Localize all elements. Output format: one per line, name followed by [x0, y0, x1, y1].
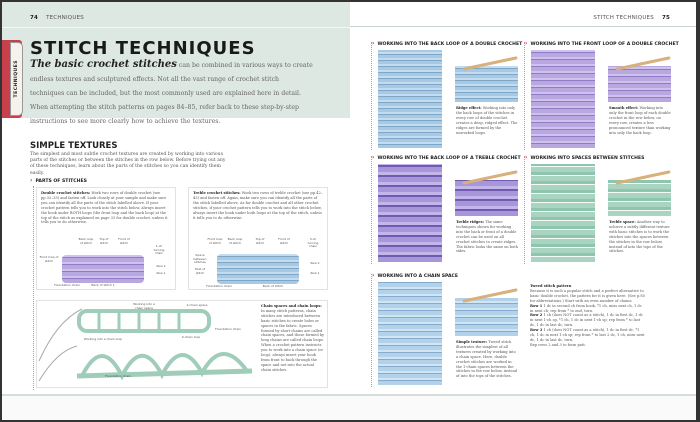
hook-photo: [608, 66, 671, 102]
section-title: SIMPLE TEXTURES: [30, 141, 118, 151]
dotted-rule: [371, 272, 375, 387]
label: Front of stitch: [118, 237, 130, 245]
chevron-icon: ›: [30, 177, 33, 184]
dotted-rule: [33, 186, 34, 390]
technique-caption: [609, 106, 671, 135]
caption-text: The same techniques shown for working into the back or front of a double crochet can be used on all crochet stitches to create ridges. The fabric looks the same on both sides.: [456, 220, 518, 254]
swatch-photo: [378, 282, 442, 385]
left-running-head: [30, 15, 84, 21]
running-head-text: STITCH TECHNIQUES: [593, 15, 654, 21]
label: Row 2: [310, 261, 320, 265]
chain-illustration: [37, 301, 257, 389]
chain-caption: [261, 304, 325, 373]
label: Top of stitch: [255, 237, 265, 245]
treble-crochet-swatch: [217, 254, 299, 284]
row-label: Row 2: [530, 313, 543, 318]
label: Foundation chain: [105, 374, 131, 378]
label: 3-ch turning chain: [307, 237, 319, 249]
label: Row 2: [156, 264, 166, 268]
technique-caption: [456, 340, 518, 379]
tweed-row: [530, 328, 645, 343]
caption-lead: Treble space:: [609, 220, 636, 224]
chevron-icon: ›: [525, 40, 528, 47]
hook-photo: [455, 66, 518, 102]
tweed-row: [530, 304, 645, 314]
caption-lead: Treble crochet stitches:: [193, 191, 241, 195]
label: Working into a chain space: [133, 302, 155, 310]
chain-spaces-box: [36, 300, 328, 388]
dotted-rule: [371, 154, 375, 264]
swatch-photo: [378, 164, 442, 262]
side-tab-label: [10, 42, 23, 116]
row-text: 1 ch (does NOT count as a stitch), 1 dc in first dc, *1 ch, 1 dc in next 1-ch sp; rep from * to last 2 dc, 1 ch, miss next dc, 1 dc in last dc, turn.: [530, 328, 645, 342]
technique-title: WORKING INTO THE BACK LOOP OF A TREBLE CROCHET: [377, 156, 521, 161]
treble-crochet-caption: [193, 191, 323, 220]
tweed-row: [530, 313, 645, 328]
caption-lead: Smooth effect:: [609, 106, 639, 110]
label: Space between stitches: [193, 253, 207, 265]
row-label: Row 1: [530, 303, 543, 308]
page-number: 74: [30, 15, 39, 21]
subsection-heading: [30, 177, 87, 184]
technique-heading: [525, 40, 679, 47]
intro-paragraph: [30, 58, 315, 129]
label: Foundation chain: [54, 283, 80, 287]
label: Front loop of stitch: [39, 255, 59, 263]
chevron-icon: ›: [372, 40, 375, 47]
technique-heading: [525, 154, 644, 161]
label: Foundation chain: [215, 327, 241, 331]
divider: [0, 27, 350, 28]
caption-text: Another way to achieve a subtly different texture with basic stitches is to work the stitches into the spaces between the stitches in the row below, instead of into the tops of the stitches.: [609, 220, 670, 254]
dotted-rule: [371, 40, 375, 150]
label: Front of stitch: [278, 237, 290, 245]
label: Working into a chain loop: [83, 337, 123, 341]
page-title: STITCH TECHNIQUES: [30, 38, 256, 59]
label: Row 1: [310, 271, 320, 275]
technique-caption: [456, 220, 518, 254]
row-text: 1 ch (does NOT count as a stitch), 1 dc in first dc, 1 dc in next 1-ch sp, *1 ch, 1 dc in next 1-ch sp; rep from * to last dc, 1 dc in last dc, turn.: [530, 313, 643, 328]
page-footer: [0, 396, 700, 422]
chevron-icon: ›: [372, 272, 375, 279]
section-body: The simplest and most subtle crochet textures are created by working into various parts of the stitches or between the stitches in the row below. Before trying out any of these techniques, learn about the parts of the stitches so you can identify them easily.: [30, 152, 226, 176]
label: Row 1: [156, 271, 166, 275]
technique-heading: [372, 154, 521, 161]
label: Back loop of stitch: [78, 237, 94, 245]
technique-heading: [372, 272, 458, 279]
caption-text: Work two rows of treble crochet (see pp.42–43) and fasten off. Again, make sure you can identify all the parts of the stitch labelled above. As for double crochet and all other crochet stitches, if your crochet pattern tells you to work into the stitch below, always insert the hook under both loops at the top of the stitch, unless it tells you to do otherwise.: [193, 191, 323, 220]
technique-heading: [372, 40, 522, 47]
label: Back loop of stitch: [227, 237, 243, 245]
subsection-text: PARTS OF STITCHES: [35, 179, 87, 184]
label: Foundation chain: [206, 284, 232, 288]
hook-photo: [455, 180, 518, 216]
caption-lead: Treble ridges:: [456, 220, 484, 224]
label: Back of stitch 1: [91, 283, 115, 287]
row-label: Row 3: [530, 328, 543, 333]
double-crochet-caption: [41, 191, 171, 225]
label: Post of stitch: [194, 267, 206, 275]
swatch-photo: [531, 164, 595, 262]
caption-text: Tweed stitch illustrates the simplest of all textures created by working into a chain space. Here, double crochet stitches are worked in the 1-chain spaces between the stitches in the row below, instead of into the tops of the stitches.: [456, 340, 518, 379]
hook-photo: [608, 180, 671, 216]
label: Top of stitch: [99, 237, 109, 245]
row-text: 1 dc in second ch from hook, *1 ch, miss next ch, 1 dc in next ch; rep from * to end, turn.: [530, 303, 642, 313]
tweed-repeat: Rep rows 2 and 3 to form patt.: [530, 342, 586, 347]
dotted-rule: [524, 154, 528, 264]
intro-text: can be combined in various ways to create endless textures and sculptured effects. Not all the vast range of crochet stitch techniques can be included, but the most commonly used are explained here in detail. When attempting the stitch patterns on pages 84–85, refer back to these step-by-step instructions to see more clearly how to achieve the textures.: [30, 62, 313, 125]
side-tab-text: TECHNIQUES: [14, 60, 19, 98]
technique-caption: [456, 106, 518, 135]
tweed-title: Tweed stitch pattern: [530, 284, 572, 288]
chevron-icon: ›: [372, 154, 375, 161]
swatch-photo: [378, 50, 442, 148]
caption-lead: Double crochet stitches:: [41, 191, 91, 195]
caption-text: Working into only the back loops of the stitches in every row of double crochet creates a deep, ridged effect. The ridges are formed by the unworked loops.: [456, 106, 518, 135]
double-crochet-box: [36, 187, 176, 290]
caption-lead: Simple texture:: [456, 340, 488, 344]
label: 1-ch turning chain: [153, 244, 165, 256]
technique-title: WORKING INTO A CHAIN SPACE: [377, 274, 459, 279]
label: 4-chain loop: [181, 335, 201, 339]
technique-title: WORKING INTO THE BACK LOOP OF A DOUBLE CROCHET: [377, 42, 523, 47]
tweed-pattern: [530, 284, 645, 348]
caption-text: In many stitch patterns, chain stitches are introduced between basic stitches to create holes or spaces in the fabric. Spaces formed by short chains are called chain spaces, and those formed by long chains are called chain loops. When a crochet pattern instructs you to work into a chain space (or loop), always insert your hook from front to back through the space and not into the actual chain stitches.: [261, 308, 325, 372]
divider: [350, 26, 696, 27]
technique-caption: [609, 220, 671, 254]
label: Back of stitch: [262, 284, 284, 288]
running-head-text: TECHNIQUES: [46, 15, 84, 21]
treble-crochet-box: [188, 187, 328, 290]
hook-photo: [455, 298, 518, 336]
dotted-rule: [524, 40, 528, 150]
swatch-photo: [531, 50, 595, 148]
label: Front loop of stitch: [207, 237, 223, 245]
right-running-head: [593, 15, 670, 21]
intro-lead: The basic crochet stitches: [30, 59, 177, 70]
double-crochet-swatch: [62, 255, 144, 283]
label: 2-chain space: [186, 303, 208, 307]
caption-text: Work two rows of double crochet (see pp.32–33) and fasten off. Look closely at your sample and make sure you can identify all the parts of the stitch labelled above. If your crochet pattern tells you to work into the stitch below, always insert the hook under BOTH loops (the front loop and the back loop) at the top of the stitch as explained on page 33 for double crochet, unless it tells you to do otherwise.: [41, 191, 168, 225]
technique-title: WORKING INTO SPACES BETWEEN STITCHES: [530, 156, 645, 161]
caption-lead: Chain spaces and chain loops:: [261, 304, 322, 308]
caption-lead: Ridge effect:: [456, 106, 482, 110]
technique-title: WORKING INTO THE FRONT LOOP OF A DOUBLE CROCHET: [530, 42, 679, 47]
tweed-intro: Because it is such a popular stitch and a perfect alternative to basic double crochet, the pattern for it is given here. (See p.85 for abbreviations.) Start with an even number of chains.: [530, 288, 645, 303]
chevron-icon: ›: [525, 154, 528, 161]
page-number: 75: [661, 15, 670, 21]
caption-text: Working into only the front loop of each double crochet in the row below, on every row, creates a less pronounced texture than working into only the back loop.: [609, 106, 671, 135]
